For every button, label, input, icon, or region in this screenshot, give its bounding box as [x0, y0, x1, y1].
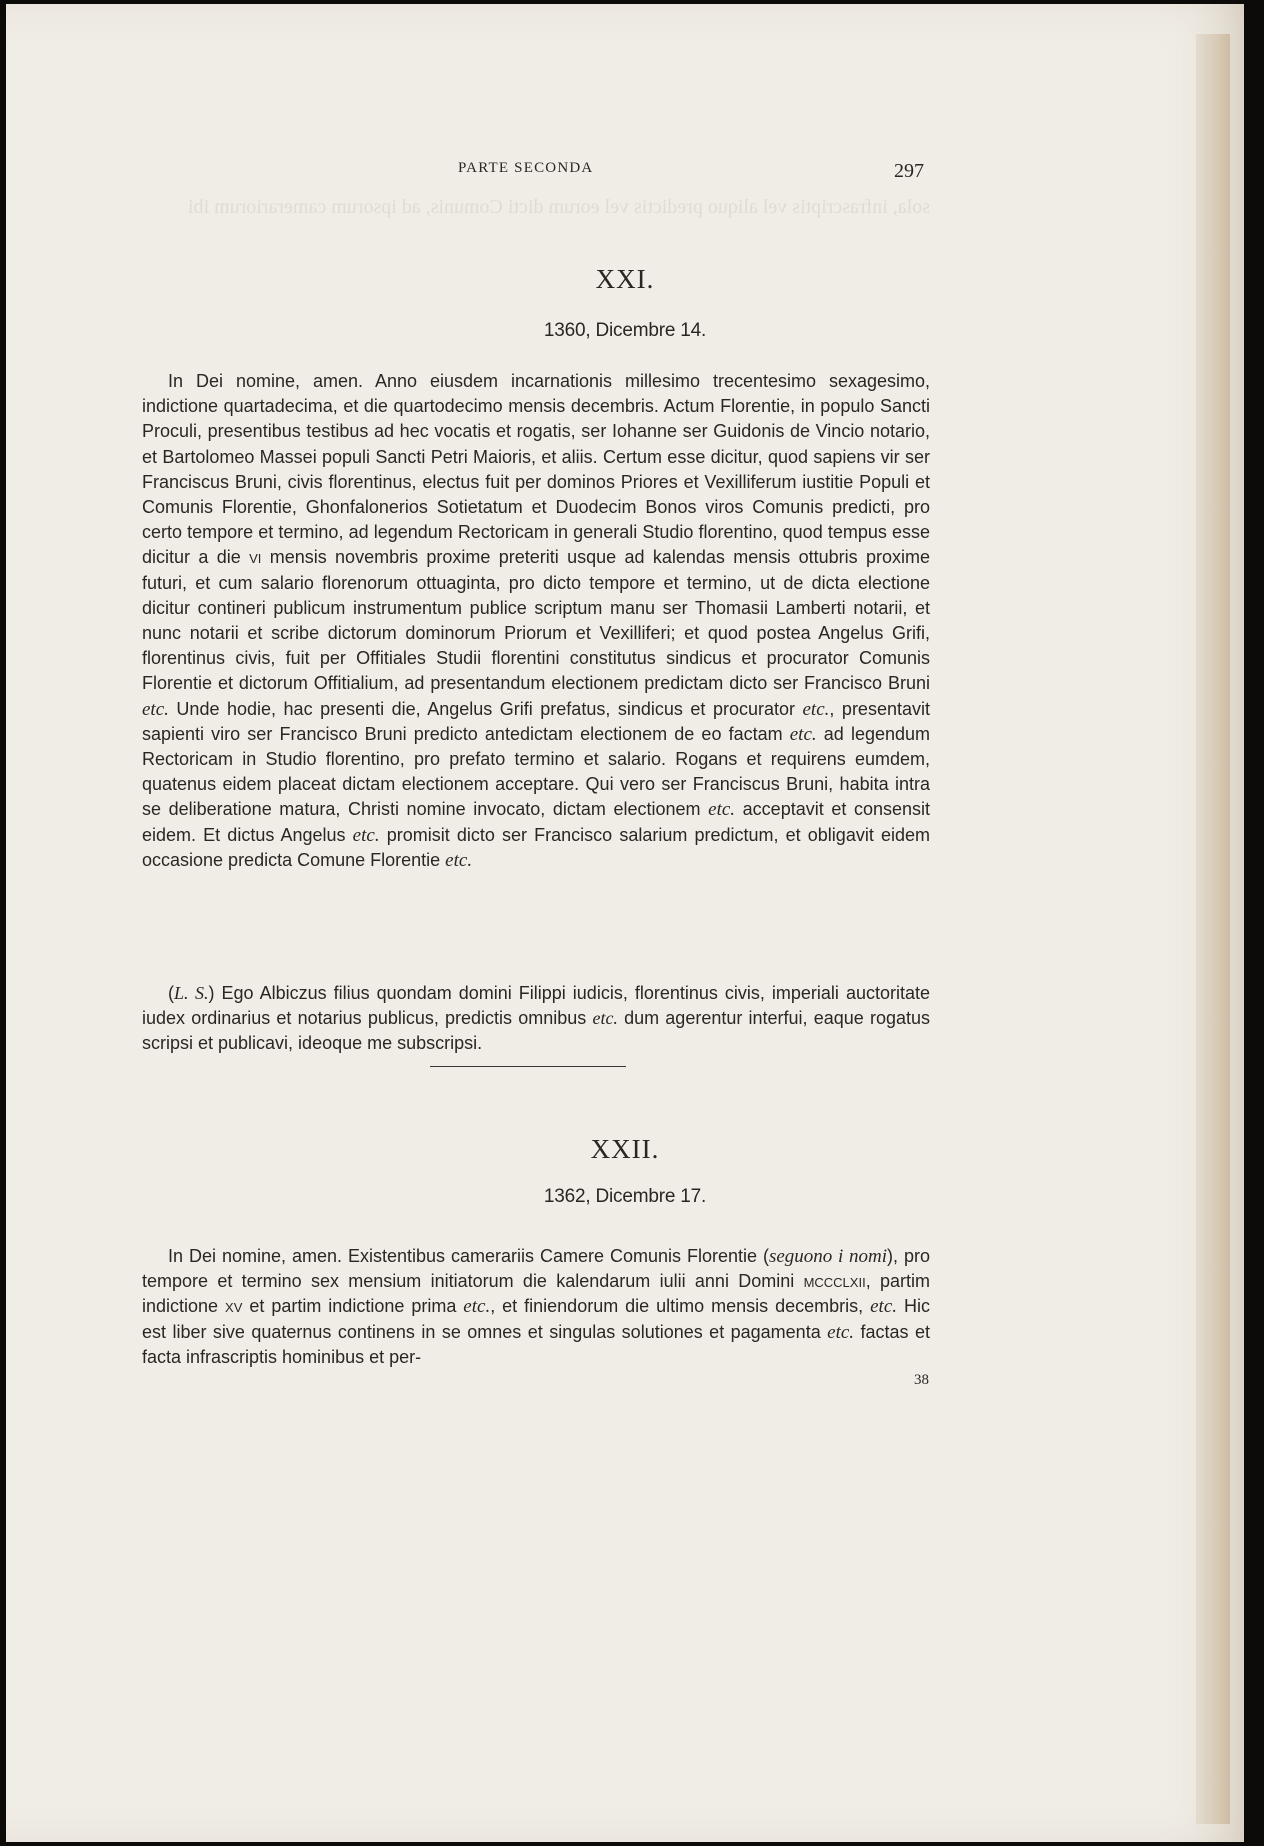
page-edge — [1196, 34, 1230, 1824]
bleed-through-text: sola, infrascriptis vel aliquo predictis vel eorum dicti Comunis, ad ipsorum camerariorum ibi — [187, 196, 930, 218]
text-run: promisit dicto ser Francisco salarium predictum, et obligavit eidem occasione predicta Comune Florentie — [142, 824, 930, 870]
text-run: Hic est liber sive quaternus continens in se omnes et singulas solutiones et pagamenta — [142, 1296, 930, 1342]
italic-run: seguono i nomi — [768, 1246, 888, 1267]
document-body-xxi — [142, 369, 930, 873]
text-run: acceptavit et consensit eidem. Et dictus Angelus — [142, 799, 930, 845]
text-run: ( — [168, 983, 174, 1003]
italic-run: L. S. — [174, 983, 209, 1003]
text-run: xv — [225, 1296, 243, 1317]
text-run: mccclxii — [803, 1271, 866, 1292]
text-run: , et finiendorum die ultimo mensis decembris, — [490, 1296, 871, 1317]
text-run: Unde hodie, hac presenti die, Angelus Grifi prefatus, sindicus et procurator — [168, 698, 803, 719]
text-run: mensis novembris proxime preteriti usque ad kalendas mensis ottubris proxime futuri, et cum salario florenorum ottuaginta, pro dicto tempore et termino, ut de dicta electione dicitur contineri publicum instrumentum publice scriptum manu ser Thomasii Lamberti notarii, et nunc notarii et scribe dictorum dominorum Priorum et Vexilliferi; et quod postea Angelus Grifi, florentinus civis, fuit per Offitiales Studii florentini constitutus sindicus et procurator Comunis Florentie et dictorum Offitialium, ad presentandum electionem predictam dicto ser Francisco Bruni — [142, 547, 930, 694]
italic-run: etc. — [870, 1296, 898, 1318]
text-run: , partim indictione — [142, 1271, 930, 1317]
page-number: 297 — [894, 160, 924, 182]
italic-run: etc. — [789, 723, 817, 745]
document-body-xxii — [142, 1244, 930, 1370]
italic-run: etc. — [592, 1008, 618, 1029]
text-run: ), pro tempore et termino sex mensium initiatorum die kalendarum iulii anni Domini — [142, 1246, 930, 1292]
text-run: In Dei nomine, amen. Existentibus camerariis Camere Comunis Florentie ( — [168, 1246, 769, 1266]
text-run: In Dei nomine, amen. Anno eiusdem incarnationis millesimo trecentesimo sexagesimo, indictione quartadecima, et die quartodecimo mensis decembris. Actum Florentie, in populo Sancti Proculi, presentibus testibus ad hec vocatis et rogatis, ser Iohanne ser Guidonis de Vincio notario, et Bartolomeo Massei populi Sancti Petri Maioris, et aliis. Certum esse dicitur, quod sapiens vir ser Franciscus Bruni, civis florentinus, electus fuit per dominos Priores et Vexilliferum iustitie Populi et Comunis Florentie, Ghonfalonerios Sotietatum et Duodecim Bonos viros Comunis predicti, pro certo tempore et termino, ad legendum Rectoricam in generali Studio florentino, quod tempus esse dicitur a die — [142, 371, 930, 568]
italic-run: etc. — [142, 698, 169, 720]
notarial-subscription — [142, 981, 930, 1057]
book-page — [6, 4, 1244, 1842]
text-run: factas et facta infrascriptis hominibus et per- — [142, 1321, 930, 1367]
document-date-xxi: 1360, Dicembre 14. — [543, 320, 707, 341]
document-date-xxii: 1362, Dicembre 17. — [543, 1186, 707, 1207]
text-run: vi — [249, 547, 262, 568]
text-run: dum agerentur interfui, eaque rogatus scripsi et publicavi, ideoque me subscripsi. — [142, 1008, 930, 1054]
page-header — [6, 160, 1244, 184]
italic-run: etc. — [463, 1296, 491, 1318]
document-number-xxii: XXII. — [590, 1134, 660, 1164]
text-run: ad legendum Rectoricam in Studio florentino, pro prefato termino et salario. Rogans et requirens eumdem, quatenus eidem placeat dictam electionem acceptare. Qui vero ser Franciscus Bruni, habita intra se deliberatione matura, Christi nomine invocato, dictam electionem — [142, 723, 930, 820]
italic-run: etc. — [352, 824, 380, 846]
running-title: PARTE SECONDA — [458, 160, 594, 176]
italic-run: etc. — [708, 799, 736, 821]
text-run: et partim indictione prima — [242, 1296, 464, 1317]
signature-mark: 38 — [914, 1372, 929, 1388]
italic-run: etc. — [802, 698, 830, 720]
italic-run: etc. — [827, 1321, 855, 1343]
section-divider — [430, 1066, 626, 1067]
text-run: ) Ego Albiczus filius quondam domini Filippi iudicis, florentinus civis, imperiali auctoritate iudex ordinarius et notarius publicus, predictis omnibus — [142, 983, 930, 1029]
document-number-xxi: XXI. — [595, 264, 655, 294]
italic-run: etc. — [445, 849, 473, 871]
text-run: , presentavit sapienti viro ser Francisco Bruni predicto antedictam electionem de eo factam — [142, 698, 930, 744]
